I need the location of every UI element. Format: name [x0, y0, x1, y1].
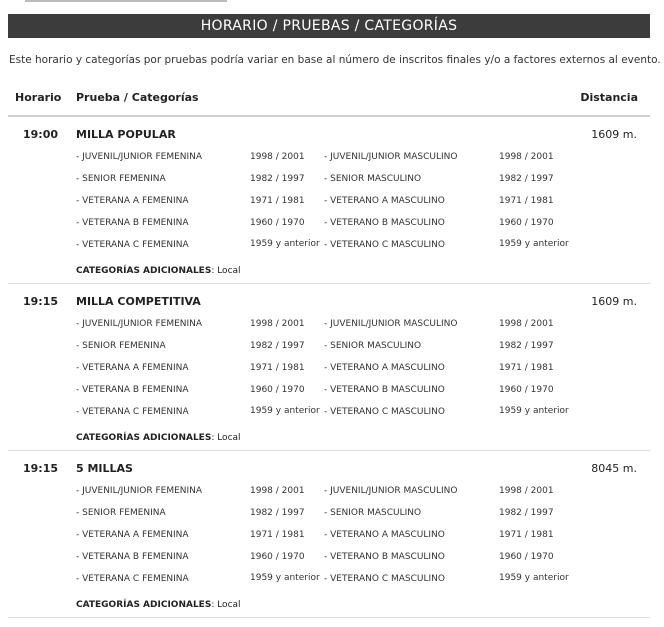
category-label: - JUVENIL/JUNIOR FEMENINA — [76, 319, 203, 329]
category-label: - VETERANO B MASCULINO — [324, 385, 445, 395]
category-years: 1960 / 1970 — [499, 218, 554, 228]
category-years: 1971 / 1981 — [499, 530, 554, 540]
category-label: - SENIOR MASCULINO — [324, 508, 422, 518]
category-years: 1982 / 1997 — [499, 341, 554, 351]
category-label: - VETERANA B FEMENINA — [76, 218, 189, 228]
additional-categories-value: : Local — [211, 433, 241, 443]
category-years: 1982 / 1997 — [250, 341, 305, 351]
category-label: - VETERANA C FEMENINA — [76, 574, 189, 584]
category-years: 1971 / 1981 — [499, 363, 554, 373]
header-race: Prueba / Categorías — [76, 91, 199, 104]
category-label: - VETERANA A FEMENINA — [76, 530, 189, 540]
category-years: 1971 / 1981 — [250, 530, 305, 540]
additional-categories-label: CATEGORÍAS ADICIONALES — [76, 433, 212, 443]
category-years: 1971 / 1981 — [250, 363, 305, 373]
category-years: 1960 / 1970 — [250, 385, 305, 395]
category-years: 1959 y anterior — [250, 406, 320, 416]
category-years: 1982 / 1997 — [250, 174, 305, 184]
category-years: 1998 / 2001 — [250, 319, 305, 329]
category-years: 1971 / 1981 — [250, 196, 305, 206]
category-label: - VETERANA C FEMENINA — [76, 407, 189, 417]
intro-text: Este horario y categorías por pruebas podría variar en base al número de inscritos finales y/o a factores externos al evento. — [9, 54, 661, 66]
category-label: - VETERANO A MASCULINO — [324, 363, 445, 373]
race-name: 5 MILLAS — [76, 462, 133, 475]
race-section — [8, 117, 650, 284]
category-label: - JUVENIL/JUNIOR MASCULINO — [324, 486, 458, 496]
category-years: 1971 / 1981 — [499, 196, 554, 206]
race-name: MILLA COMPETITIVA — [76, 295, 201, 308]
category-label: - SENIOR MASCULINO — [324, 341, 422, 351]
race-section — [8, 451, 650, 618]
category-label: - VETERANA C FEMENINA — [76, 240, 189, 250]
race-distance: 1609 m. — [591, 295, 637, 308]
additional-categories-label: CATEGORÍAS ADICIONALES — [76, 600, 212, 610]
category-years: 1998 / 2001 — [499, 319, 554, 329]
category-label: - VETERANO A MASCULINO — [324, 530, 445, 540]
race-distance: 8045 m. — [591, 462, 637, 475]
category-years: 1959 y anterior — [499, 406, 569, 416]
category-years: 1998 / 2001 — [499, 152, 554, 162]
category-label: - VETERANO B MASCULINO — [324, 218, 445, 228]
category-label: - VETERANO C MASCULINO — [324, 407, 445, 417]
category-label: - VETERANO A MASCULINO — [324, 196, 445, 206]
page-title: HORARIO / PRUEBAS / CATEGORÍAS — [8, 14, 650, 38]
category-label: - VETERANA A FEMENINA — [76, 196, 189, 206]
category-years: 1960 / 1970 — [250, 552, 305, 562]
category-label: - VETERANO C MASCULINO — [324, 240, 445, 250]
category-years: 1960 / 1970 — [250, 218, 305, 228]
top-divider — [25, 0, 227, 2]
category-label: - VETERANA B FEMENINA — [76, 552, 189, 562]
category-label: - SENIOR FEMENINA — [76, 508, 166, 518]
category-years: 1982 / 1997 — [499, 174, 554, 184]
race-time: 19:15 — [23, 462, 59, 475]
header-time: Horario — [15, 91, 62, 104]
category-years: 1959 y anterior — [499, 573, 569, 583]
category-years: 1960 / 1970 — [499, 552, 554, 562]
category-label: - VETERANO B MASCULINO — [324, 552, 445, 562]
category-label: - SENIOR MASCULINO — [324, 174, 422, 184]
category-years: 1982 / 1997 — [250, 508, 305, 518]
category-label: - VETERANO C MASCULINO — [324, 574, 445, 584]
category-label: - JUVENIL/JUNIOR MASCULINO — [324, 319, 458, 329]
category-label: - VETERANA A FEMENINA — [76, 363, 189, 373]
category-years: 1998 / 2001 — [250, 152, 305, 162]
category-label: - SENIOR FEMENINA — [76, 341, 166, 351]
additional-categories-label: CATEGORÍAS ADICIONALES — [76, 266, 212, 276]
category-years: 1998 / 2001 — [250, 486, 305, 496]
race-name: MILLA POPULAR — [76, 128, 176, 141]
category-label: - JUVENIL/JUNIOR FEMENINA — [76, 152, 203, 162]
category-label: - JUVENIL/JUNIOR MASCULINO — [324, 152, 458, 162]
category-years: 1959 y anterior — [250, 239, 320, 249]
category-years: 1959 y anterior — [250, 573, 320, 583]
category-label: - JUVENIL/JUNIOR FEMENINA — [76, 486, 203, 496]
section-divider — [8, 617, 650, 618]
additional-categories-value: : Local — [211, 600, 241, 610]
additional-categories — [76, 600, 241, 610]
race-time: 19:15 — [23, 295, 59, 308]
header-distance: Distancia — [580, 91, 638, 104]
category-years: 1998 / 2001 — [499, 486, 554, 496]
category-years: 1982 / 1997 — [499, 508, 554, 518]
additional-categories-value: : Local — [211, 266, 241, 276]
additional-categories — [76, 266, 241, 276]
race-distance: 1609 m. — [591, 128, 637, 141]
race-section — [8, 284, 650, 451]
category-label: - SENIOR FEMENINA — [76, 174, 166, 184]
additional-categories — [76, 433, 241, 443]
category-years: 1960 / 1970 — [499, 385, 554, 395]
category-label: - VETERANA B FEMENINA — [76, 385, 189, 395]
category-years: 1959 y anterior — [499, 239, 569, 249]
race-time: 19:00 — [23, 128, 59, 141]
